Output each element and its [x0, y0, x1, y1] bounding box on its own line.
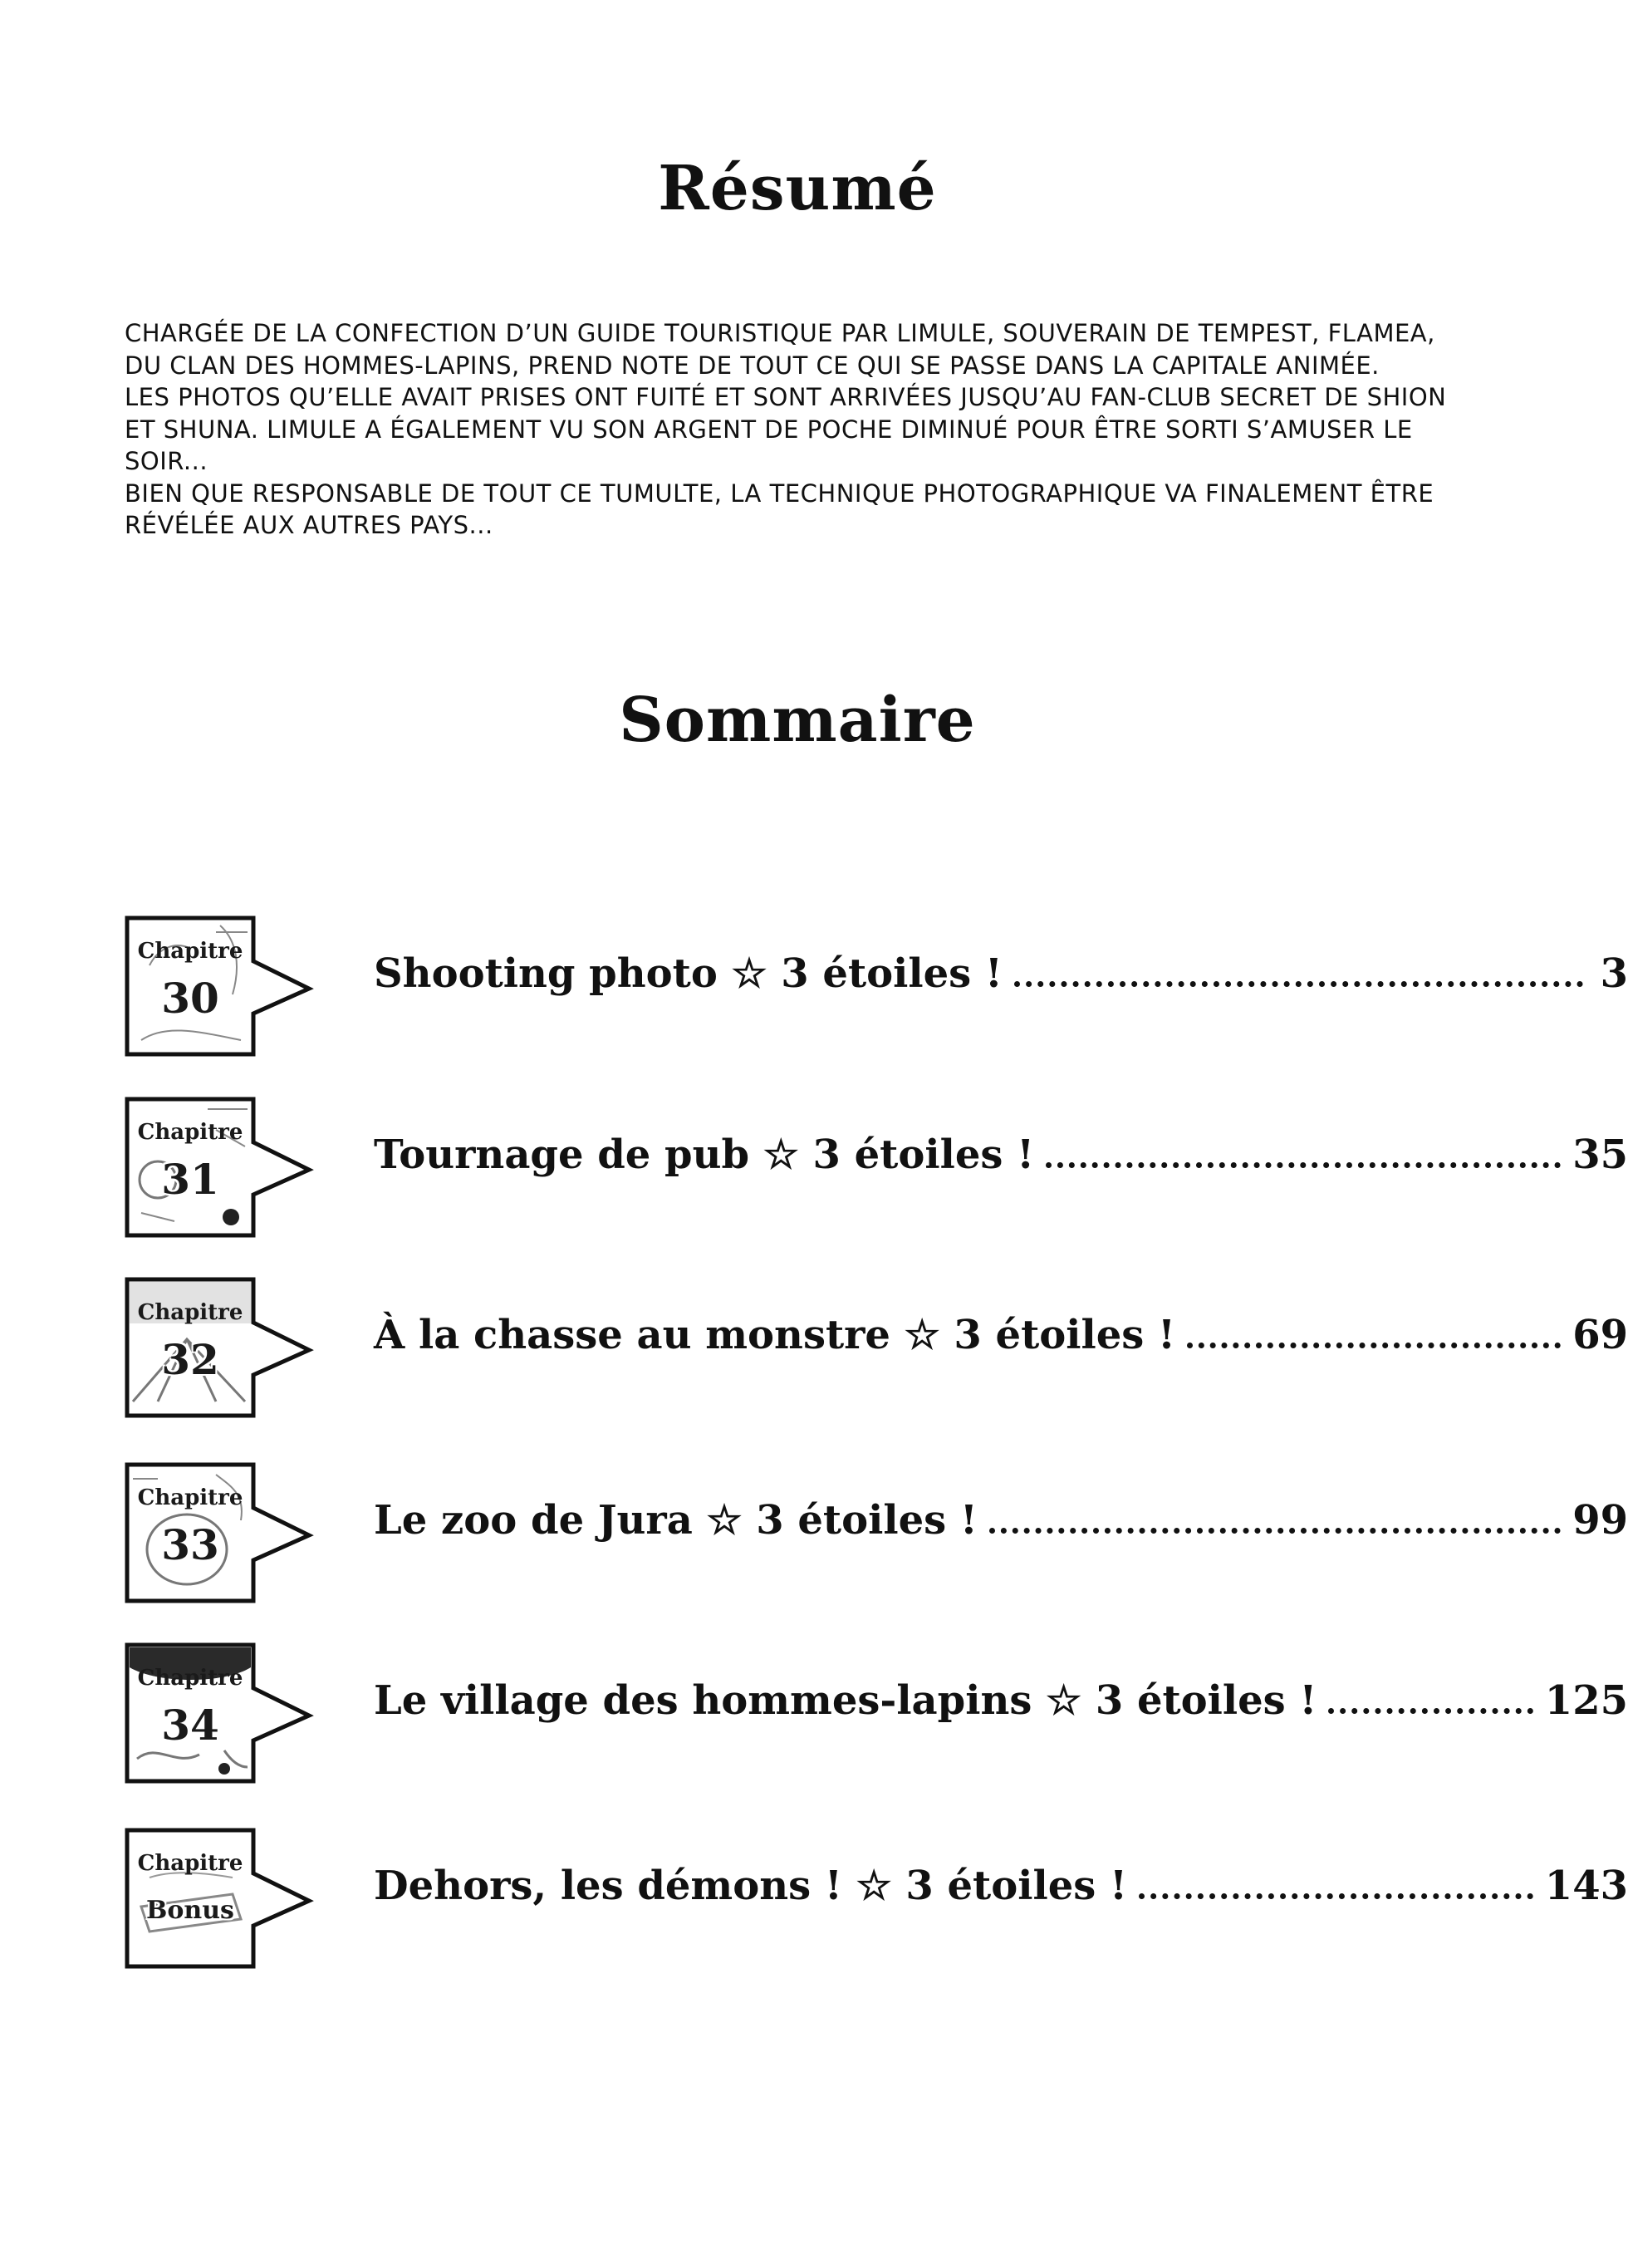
- chapter-page-number: 35: [1572, 1132, 1628, 1178]
- toc-entry-line: [374, 1312, 1628, 1358]
- dot-leader: [1046, 1162, 1561, 1168]
- chapter-title[interactable]: Le village des hommes-lapins ☆ 3 étoiles !: [374, 1677, 1317, 1724]
- chapter-title[interactable]: Shooting photo ☆ 3 étoiles !: [374, 950, 1003, 997]
- dot-leader: [1014, 981, 1583, 987]
- chapter-page-number: 69: [1572, 1312, 1628, 1358]
- toc-entry-chapter-30[interactable]: [125, 916, 1628, 1057]
- chapter-badge-label: Chapitre: [137, 1851, 243, 1876]
- chapter-badge-label: Chapitre: [137, 1485, 243, 1510]
- chapter-badge-number: Bonus: [146, 1896, 234, 1925]
- chapter-title[interactable]: À la chasse au monstre ☆ 3 étoiles !: [374, 1312, 1176, 1358]
- toc-entry-chapter-34[interactable]: [125, 1642, 1628, 1784]
- summary-line: BIEN QUE RESPONSABLE DE TOUT CE TUMULTE, LA TECHNIQUE PHOTOGRAPHIQUE VA FINALEMENT ÊTRE: [125, 479, 1434, 508]
- dot-leader: [1187, 1343, 1561, 1348]
- chapter-title[interactable]: Le zoo de Jura ☆ 3 étoiles !: [374, 1497, 978, 1544]
- dot-leader: [989, 1528, 1561, 1534]
- chapter-badge-number: 34: [161, 1701, 219, 1750]
- summary-line: CHARGÉE DE LA CONFECTION D’UN GUIDE TOURISTIQUE PAR LIMULE, SOUVERAIN DE TEMPEST, FLAMEA,: [125, 319, 1435, 347]
- chapter-badge-label: Chapitre: [137, 1300, 243, 1325]
- toc-entry-line: [374, 1497, 1628, 1544]
- chapter-badge-number: 30: [161, 974, 219, 1023]
- chapter-badge: [125, 1097, 307, 1238]
- chapter-badge: [125, 1277, 307, 1418]
- chapter-title[interactable]: Dehors, les démons ! ☆ 3 étoiles !: [374, 1863, 1128, 1909]
- toc-entry-chapter-31[interactable]: [125, 1097, 1628, 1238]
- chapter-badge: [125, 916, 307, 1057]
- chapter-title[interactable]: Tournage de pub ☆ 3 étoiles !: [374, 1132, 1035, 1178]
- chapter-badge-label: Chapitre: [137, 939, 243, 964]
- chapter-page-number: 143: [1544, 1863, 1628, 1909]
- chapter-badge-number: 33: [161, 1520, 219, 1569]
- toc-entry-line: [374, 1677, 1628, 1724]
- toc-entry-line: [374, 1863, 1628, 1909]
- chapter-badge-number: 31: [161, 1155, 219, 1204]
- chapter-badge: [125, 1642, 307, 1784]
- summary-line: ET SHUNA. LIMULE A ÉGALEMENT VU SON ARGENT DE POCHE DIMINUÉ POUR ÊTRE SORTI S’AMUSER LE: [125, 415, 1413, 444]
- chapter-page-number: 99: [1572, 1497, 1628, 1544]
- toc-entry-chapter-bonus[interactable]: [125, 1828, 1628, 1969]
- summary-line: RÉVÉLÉE AUX AUTRES PAYS...: [125, 511, 493, 539]
- dot-leader: [1328, 1708, 1532, 1714]
- resume-title: Résumé: [658, 153, 937, 224]
- dot-leader: [1139, 1893, 1533, 1899]
- chapter-badge-label: Chapitre: [137, 1666, 243, 1691]
- chapter-badge-number: 32: [161, 1335, 219, 1384]
- chapter-badge: [125, 1462, 307, 1603]
- chapter-page-number: 3: [1600, 950, 1628, 997]
- sommaire-title: Sommaire: [619, 685, 976, 756]
- toc-entry-line: [374, 1132, 1628, 1178]
- summary-line: SOIR...: [125, 447, 208, 475]
- toc-entry-chapter-33[interactable]: [125, 1462, 1628, 1603]
- toc-entry-chapter-32[interactable]: [125, 1277, 1628, 1418]
- chapter-badge-label: Chapitre: [137, 1120, 243, 1145]
- chapter-badge: [125, 1828, 307, 1969]
- toc-entry-line: [374, 950, 1628, 997]
- summary-line: DU CLAN DES HOMMES-LAPINS, PREND NOTE DE TOUT CE QUI SE PASSE DANS LA CAPITALE ANIMÉE.: [125, 351, 1380, 380]
- resume-summary: [125, 317, 1470, 542]
- summary-line: LES PHOTOS QU’ELLE AVAIT PRISES ONT FUITÉ ET SONT ARRIVÉES JUSQU’AU FAN-CLUB SECRET DE SHION: [125, 383, 1447, 411]
- chapter-page-number: 125: [1544, 1677, 1628, 1724]
